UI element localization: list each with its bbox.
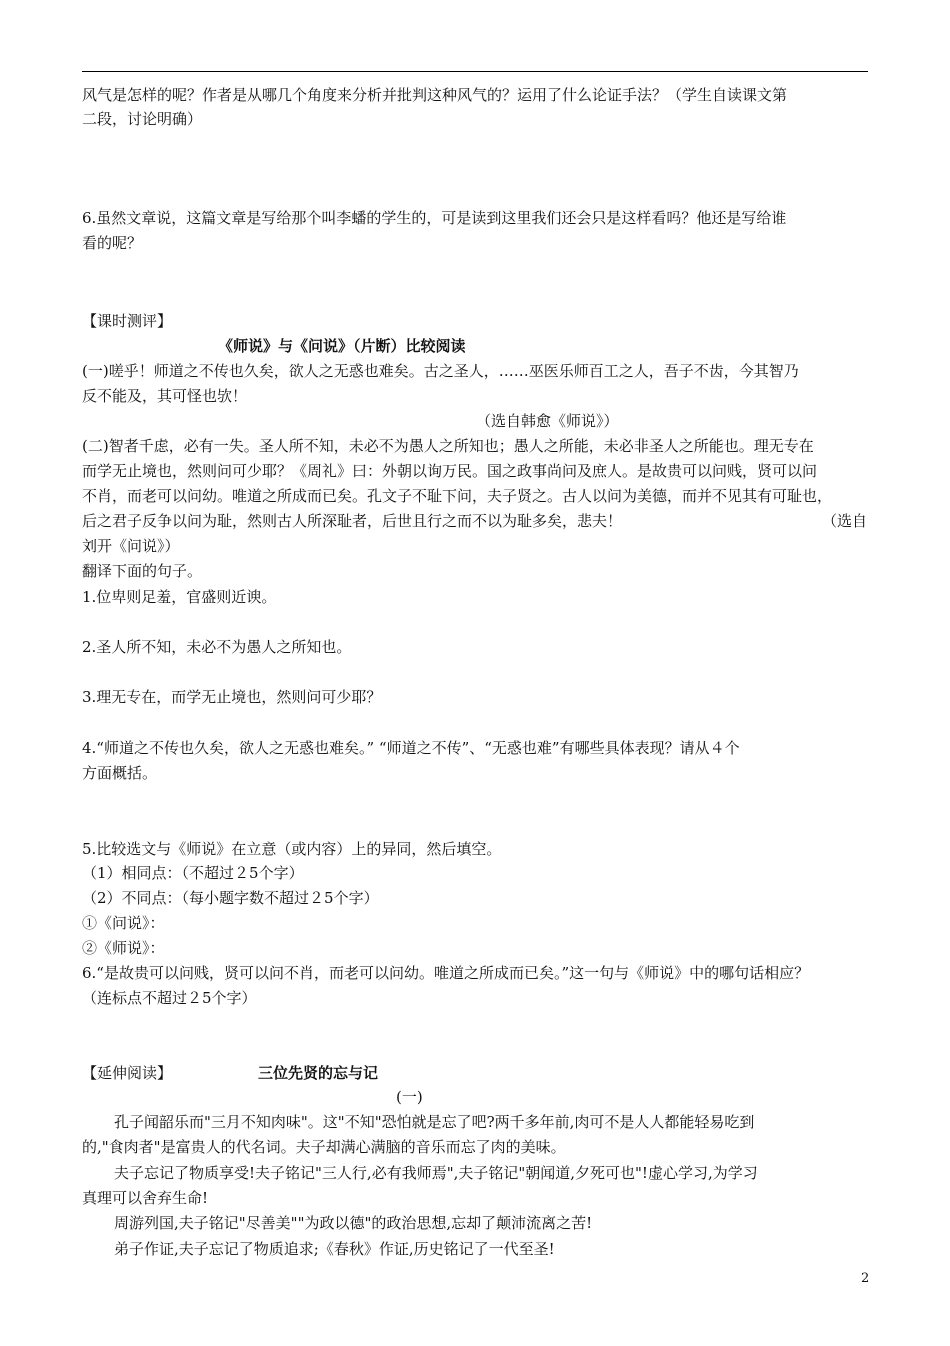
question-text-line: 二段，讨论明确） — [82, 110, 203, 128]
question-5-part-1: （1）相同点：（不超过２5个字） — [82, 864, 304, 882]
question-5-answer-b: ②《师说》： — [82, 939, 165, 957]
question-6b-cont: （连标点不超过２5个字） — [82, 989, 257, 1007]
extended-reading-paragraph: 弟子作证,夫子忘记了物质追求;《春秋》作证,历史铭记了一代至圣! — [114, 1240, 555, 1258]
question-4: 4.“师道之不传也久矣，欲人之无惑也难矣。” “师道之不传”、“无惑也难”有哪些具体表现？请从４个 — [82, 739, 740, 757]
passage-2-line: 后之君子反争以问为耻，然则古人所深耻者，后世且行之而不以为耻多矣，悲夫！ — [82, 512, 623, 530]
extended-reading-paragraph-cont: 的,"食肉者"是富贵人的代名词。夫子却满心满脑的音乐而忘了肉的美味。 — [82, 1138, 566, 1156]
translate-item-2: 2.圣人所不知，未必不为愚人之所知也。 — [82, 638, 352, 656]
passage-1-source: （选自韩愈《师说》） — [476, 412, 619, 430]
question-6: 6.虽然文章说，这篇文章是写给那个叫李蟠的学生的，可是读到这里我们还会只是这样看吗？他还是写给谁 — [82, 209, 787, 227]
extended-reading-part-number: (一) — [396, 1088, 423, 1106]
passage-2-line: (二)智者千虑，必有一失。圣人所不知，未必不为愚人之所知也；愚人之所能，未必非圣人之所能也。理无专在 — [82, 437, 814, 455]
passage-2-source-start: （选自 — [822, 512, 868, 530]
comparison-reading-title: 《师说》与《问说》（片断）比较阅读 — [218, 337, 466, 355]
passage-2-source: 刘开《问说》） — [82, 537, 180, 555]
page-number: 2 — [861, 1271, 870, 1286]
passage-2-line: 不肖，而老可以问幼。唯道之所成而已矣。孔文子不耻下问，夫子贤之。古人以问为美德，而并不见其有可耻也， — [82, 487, 833, 505]
question-4-cont: 方面概括。 — [82, 764, 158, 782]
section-heading-extended-reading: 【延伸阅读】 — [82, 1064, 173, 1082]
translate-item-3: 3.理无专在，而学无止境也，然则问可少耶？ — [82, 688, 382, 706]
passage-1-line: (一)嗟乎！师道之不传也久矣，欲人之无惑也难矣。古之圣人，……巫医乐师百工之人，吾子不齿，今其智乃 — [82, 362, 799, 380]
extended-reading-paragraph-cont: 真理可以舍弃生命! — [82, 1189, 209, 1207]
question-6b: 6.“是故贵可以问贱，贤可以问不肖，而老可以问幼。唯道之所成而已矣。”这一句与《师说》中的哪句话相应？ — [82, 964, 810, 982]
question-5: 5.比较选文与《师说》在立意（或内容）上的异同，然后填空。 — [82, 840, 502, 858]
extended-reading-paragraph: 周游列国,夫子铭记"尽善美""为政以德"的政治思想,忘却了颠沛流离之苦! — [114, 1214, 593, 1232]
question-text-line: 风气是怎样的呢？作者是从哪几个角度来分析并批判这种风气的？运用了什么论证手法？（学生自读课文第 — [82, 86, 788, 104]
translate-item-1: 1.位卑则足羞，官盛则近谀。 — [82, 588, 277, 606]
question-6-cont: 看的呢？ — [82, 234, 143, 252]
translate-instruction: 翻译下面的句子。 — [82, 562, 203, 580]
extended-reading-title: 三位先贤的忘与记 — [258, 1064, 379, 1082]
question-5-part-2: （2）不同点：（每小题字数不超过２5个字） — [82, 889, 379, 907]
passage-1-line: 反不能及，其可怪也欤！ — [82, 387, 248, 405]
passage-2-line: 而学无止境也，然则问可少耶？《周礼》曰：外朝以询万民。国之政事尚问及庶人。是故贵可以问贱，贤可以问 — [82, 462, 818, 480]
header-rule — [82, 71, 868, 72]
extended-reading-paragraph: 夫子忘记了物质享受!夫子铭记"三人行,必有我师焉",夫子铭记"朝闻道,夕死可也"!虚心学习,为学习 — [114, 1164, 758, 1182]
extended-reading-paragraph: 孔子闻韶乐而"三月不知肉味"。这"不知"恐怕就是忘了吧?两千多年前,肉可不是人人都能轻易吃到 — [114, 1113, 755, 1131]
section-heading-assessment: 【课时测评】 — [82, 312, 173, 330]
question-5-answer-a: ①《问说》： — [82, 914, 165, 932]
